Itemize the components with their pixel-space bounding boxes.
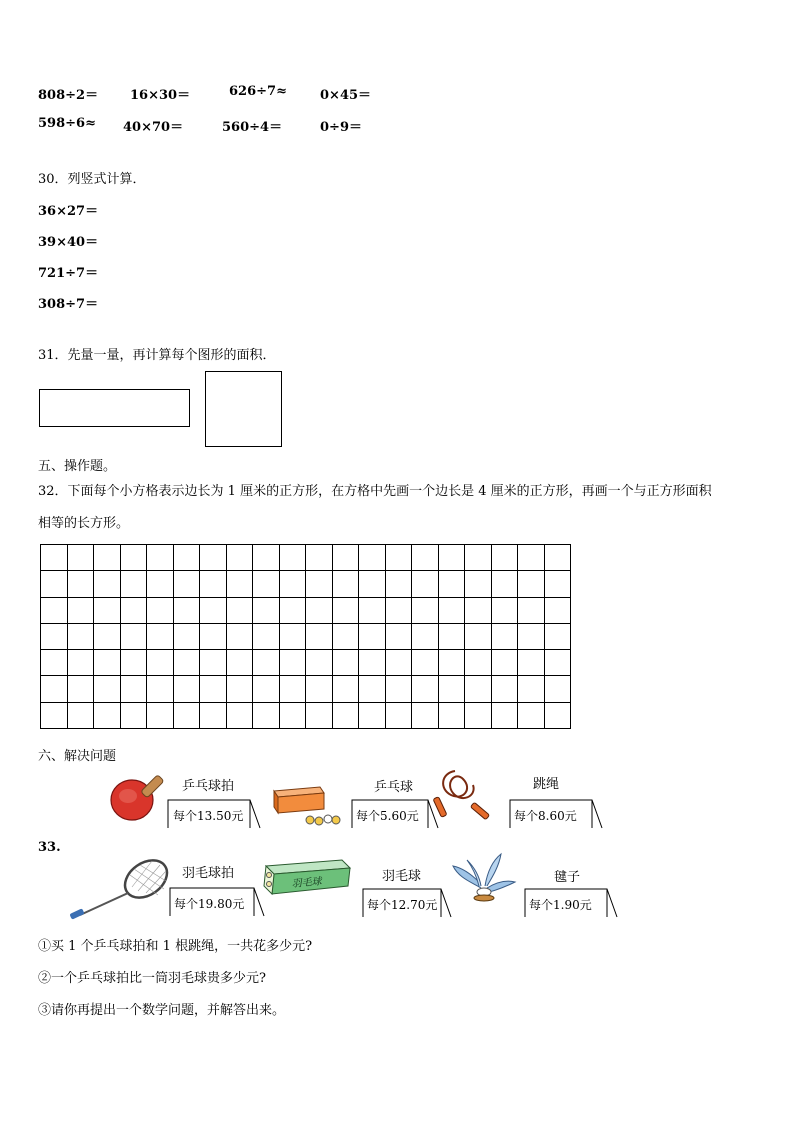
- grid-cell[interactable]: [544, 702, 571, 728]
- grid-cell[interactable]: [200, 571, 227, 597]
- q30-item-1: 36×27＝: [38, 204, 99, 219]
- jump-rope-icon: [433, 767, 495, 823]
- grid-cell[interactable]: [41, 676, 68, 702]
- grid-cell[interactable]: [465, 702, 492, 728]
- grid-cell[interactable]: [359, 676, 386, 702]
- grid-cell[interactable]: [306, 676, 333, 702]
- grid-cell[interactable]: [173, 571, 200, 597]
- grid-cell[interactable]: [518, 623, 545, 649]
- grid-cell[interactable]: [465, 597, 492, 623]
- grid-cell[interactable]: [491, 650, 518, 676]
- q33-number: 33.: [38, 840, 61, 855]
- ping-pong-balls-icon: [272, 781, 346, 831]
- grid-cell[interactable]: [94, 676, 121, 702]
- grid-cell[interactable]: [518, 650, 545, 676]
- grid-cell[interactable]: [173, 623, 200, 649]
- grid-cell[interactable]: [67, 623, 94, 649]
- grid-cell[interactable]: [518, 571, 545, 597]
- grid-cell[interactable]: [465, 571, 492, 597]
- grid-cell[interactable]: [518, 597, 545, 623]
- grid-cell[interactable]: [306, 597, 333, 623]
- grid-cell[interactable]: [147, 650, 174, 676]
- q33-question-2: ②一个乒乓球拍比一筒羽毛球贵多少元?: [38, 971, 266, 986]
- shuttlecock-tube-icon: [262, 858, 352, 898]
- grid-cell[interactable]: [412, 597, 439, 623]
- grid-cell[interactable]: [332, 650, 359, 676]
- grid-cell[interactable]: [385, 623, 412, 649]
- grid-cell[interactable]: [359, 545, 386, 571]
- grid-cell[interactable]: [226, 597, 253, 623]
- grid-cell[interactable]: [438, 650, 465, 676]
- grid-cell[interactable]: [491, 623, 518, 649]
- rectangle-shape: [39, 389, 190, 427]
- grid-cell[interactable]: [67, 650, 94, 676]
- grid-cell[interactable]: [253, 702, 280, 728]
- grid-cell[interactable]: [438, 571, 465, 597]
- grid-cell[interactable]: [67, 597, 94, 623]
- grid-cell[interactable]: [173, 676, 200, 702]
- grid-cell[interactable]: [147, 571, 174, 597]
- grid-cell[interactable]: [200, 702, 227, 728]
- grid-cell[interactable]: [200, 545, 227, 571]
- grid-cell[interactable]: [412, 571, 439, 597]
- grid-cell[interactable]: [120, 702, 147, 728]
- grid-cell[interactable]: [332, 623, 359, 649]
- grid-cell[interactable]: [173, 650, 200, 676]
- grid-cell[interactable]: [306, 571, 333, 597]
- grid-cell[interactable]: [67, 702, 94, 728]
- grid-cell[interactable]: [544, 597, 571, 623]
- grid-cell[interactable]: [41, 650, 68, 676]
- grid-cell[interactable]: [226, 676, 253, 702]
- grid-cell[interactable]: [544, 571, 571, 597]
- q32-line-1: 32．下面每个小方格表示边长为 1 厘米的正方形，在方格中先画一个边长是 4 厘米的正方形，再画一个与正方形面积: [38, 484, 712, 499]
- q32-line-2: 相等的长方形。: [38, 516, 130, 531]
- item-name-balls: 乒乓球: [374, 780, 414, 795]
- grid-cell[interactable]: [120, 571, 147, 597]
- grid-cell[interactable]: [94, 623, 121, 649]
- grid-cell[interactable]: [465, 623, 492, 649]
- oral-calc-1: 808÷2＝: [38, 88, 99, 103]
- grid-cell[interactable]: [120, 676, 147, 702]
- grid-cell[interactable]: [385, 571, 412, 597]
- grid-cell[interactable]: [200, 597, 227, 623]
- grid-cell[interactable]: [544, 545, 571, 571]
- grid-cell[interactable]: [279, 597, 306, 623]
- oral-calc-6: 40×70＝: [123, 120, 184, 135]
- grid-cell[interactable]: [438, 676, 465, 702]
- grid-cell[interactable]: [306, 623, 333, 649]
- grid-cell[interactable]: [120, 650, 147, 676]
- tube-label: 羽毛球: [291, 876, 323, 890]
- grid-cell[interactable]: [359, 702, 386, 728]
- q33-question-3: ③请你再提出一个数学问题，并解答出来。: [38, 1003, 286, 1018]
- grid-cell[interactable]: [412, 545, 439, 571]
- grid-cell[interactable]: [120, 545, 147, 571]
- grid-cell[interactable]: [518, 702, 545, 728]
- grid-cell[interactable]: [385, 545, 412, 571]
- item-name-shuttle-tube: 羽毛球: [382, 869, 422, 884]
- q30-title: 30．列竖式计算．: [38, 172, 146, 187]
- grid-cell[interactable]: [94, 702, 121, 728]
- grid-cell[interactable]: [465, 676, 492, 702]
- grid-cell[interactable]: [491, 545, 518, 571]
- oral-calc-7: 560÷4＝: [222, 120, 283, 135]
- grid-cell[interactable]: [94, 571, 121, 597]
- grid-cell[interactable]: [253, 650, 280, 676]
- grid-cell[interactable]: [200, 676, 227, 702]
- grid-cell[interactable]: [518, 545, 545, 571]
- grid-cell[interactable]: [41, 571, 68, 597]
- grid-cell[interactable]: [253, 545, 280, 571]
- oral-calc-5: 598÷6≈: [38, 116, 96, 131]
- grid-cell[interactable]: [226, 623, 253, 649]
- grid-cell[interactable]: [332, 597, 359, 623]
- grid-cell[interactable]: [253, 676, 280, 702]
- grid-cell[interactable]: [94, 545, 121, 571]
- grid-cell[interactable]: [359, 597, 386, 623]
- square-shape: [205, 371, 282, 447]
- grid-cell[interactable]: [438, 597, 465, 623]
- ping-pong-paddle-icon: [104, 766, 174, 828]
- price-tag-racket: 每个19.80元: [168, 882, 266, 918]
- grid-cell[interactable]: [226, 545, 253, 571]
- grid-cell[interactable]: [385, 676, 412, 702]
- grid-cell[interactable]: [412, 623, 439, 649]
- price-tag-shuttle-tube: 每个12.70元: [361, 883, 453, 919]
- grid-cell[interactable]: [332, 571, 359, 597]
- grid-cell[interactable]: [491, 571, 518, 597]
- grid-cell[interactable]: [253, 623, 280, 649]
- grid-cell[interactable]: [544, 650, 571, 676]
- grid-cell[interactable]: [465, 545, 492, 571]
- grid-cell[interactable]: [253, 597, 280, 623]
- grid-cell[interactable]: [359, 623, 386, 649]
- grid-cell[interactable]: [279, 650, 306, 676]
- grid-cell[interactable]: [279, 676, 306, 702]
- grid-cell[interactable]: [359, 571, 386, 597]
- grid-cell[interactable]: [412, 676, 439, 702]
- grid-cell[interactable]: [147, 702, 174, 728]
- grid-cell[interactable]: [147, 545, 174, 571]
- grid-cell[interactable]: [173, 702, 200, 728]
- grid-cell[interactable]: [41, 545, 68, 571]
- item-name-racket: 羽毛球拍: [182, 866, 235, 881]
- grid-cell[interactable]: [412, 650, 439, 676]
- grid-cell[interactable]: [438, 545, 465, 571]
- grid-cell[interactable]: [385, 597, 412, 623]
- badminton-racket-icon: [66, 857, 172, 921]
- grid-cell[interactable]: [200, 650, 227, 676]
- grid-cell[interactable]: [279, 545, 306, 571]
- grid-cell[interactable]: [332, 702, 359, 728]
- grid-cell[interactable]: [120, 623, 147, 649]
- grid-cell[interactable]: [279, 702, 306, 728]
- grid-cell[interactable]: [67, 676, 94, 702]
- grid-cell[interactable]: [332, 676, 359, 702]
- grid-cell[interactable]: [544, 623, 571, 649]
- drawing-grid[interactable]: [40, 544, 571, 729]
- grid-cell[interactable]: [306, 702, 333, 728]
- grid-cell[interactable]: [253, 571, 280, 597]
- oral-calc-2: 16×30＝: [130, 88, 191, 103]
- section-6-heading: 六、解决问题: [38, 749, 117, 764]
- grid-cell[interactable]: [41, 597, 68, 623]
- grid-cell[interactable]: [385, 702, 412, 728]
- grid-cell[interactable]: [41, 702, 68, 728]
- grid-cell[interactable]: [306, 545, 333, 571]
- grid-cell[interactable]: [94, 597, 121, 623]
- section-5-heading: 五、操作题。: [38, 459, 117, 474]
- grid-cell[interactable]: [94, 650, 121, 676]
- q30-item-3: 721÷7＝: [38, 266, 99, 281]
- grid-cell[interactable]: [173, 545, 200, 571]
- oral-calc-3: 626÷7≈: [229, 84, 287, 99]
- price-tag-paddle: 每个13.50元: [166, 794, 262, 830]
- grid-cell[interactable]: [173, 597, 200, 623]
- price-tag-jianzi: 每个1.90元: [523, 883, 619, 919]
- grid-cell[interactable]: [147, 623, 174, 649]
- grid-cell[interactable]: [200, 623, 227, 649]
- grid-cell[interactable]: [226, 571, 253, 597]
- grid-cell[interactable]: [491, 702, 518, 728]
- oral-calc-4: 0×45＝: [320, 88, 372, 103]
- grid-cell[interactable]: [67, 571, 94, 597]
- item-name-jianzi: 毽子: [554, 870, 581, 885]
- grid-cell[interactable]: [306, 650, 333, 676]
- q31-title: 31．先量一量，再计算每个图形的面积．: [38, 348, 276, 363]
- grid-cell[interactable]: [279, 571, 306, 597]
- grid-cell[interactable]: [147, 597, 174, 623]
- grid-cell[interactable]: [465, 650, 492, 676]
- grid-cell[interactable]: [226, 650, 253, 676]
- grid-cell[interactable]: [438, 702, 465, 728]
- q30-item-4: 308÷7＝: [38, 297, 99, 312]
- shuttlecock-icon: [451, 852, 517, 904]
- oral-calc-8: 0÷9＝: [320, 120, 362, 135]
- grid-cell[interactable]: [385, 650, 412, 676]
- item-name-paddle: 乒乓球拍: [182, 779, 235, 794]
- grid-cell[interactable]: [147, 676, 174, 702]
- grid-cell[interactable]: [544, 676, 571, 702]
- q33-question-1: ①买 1 个乒乓球拍和 1 根跳绳，一共花多少元?: [38, 939, 313, 954]
- grid-cell[interactable]: [518, 676, 545, 702]
- grid-cell[interactable]: [491, 676, 518, 702]
- grid-cell[interactable]: [438, 623, 465, 649]
- price-tag-balls: 每个5.60元: [350, 794, 440, 830]
- q30-item-2: 39×40＝: [38, 235, 99, 250]
- grid-cell[interactable]: [41, 623, 68, 649]
- grid-cell[interactable]: [67, 545, 94, 571]
- price-tag-rope: 每个8.60元: [508, 794, 604, 830]
- grid-cell[interactable]: [359, 650, 386, 676]
- grid-cell[interactable]: [279, 623, 306, 649]
- grid-cell[interactable]: [226, 702, 253, 728]
- grid-cell[interactable]: [120, 597, 147, 623]
- grid-cell[interactable]: [412, 702, 439, 728]
- item-name-rope: 跳绳: [533, 777, 560, 792]
- grid-cell[interactable]: [491, 597, 518, 623]
- grid-cell[interactable]: [332, 545, 359, 571]
